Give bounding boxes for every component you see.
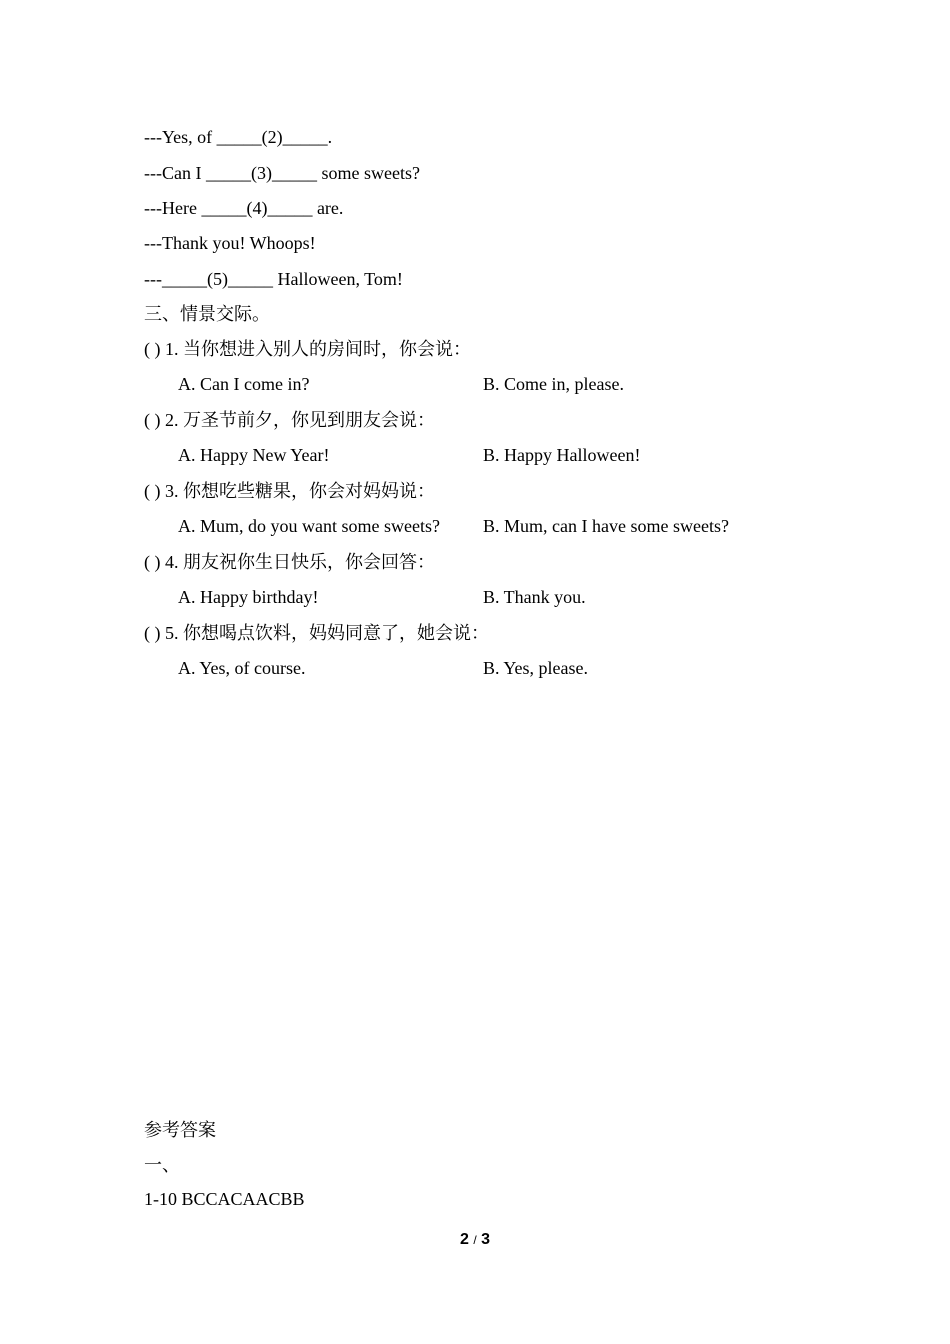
dialogue-line-6: ---_____(5)_____ Halloween, Tom! bbox=[144, 269, 403, 289]
question-3-option-a: A. Mum, do you want some sweets? bbox=[178, 516, 440, 536]
dialogue-line-3: ---Can I _____(3)_____ some sweets? bbox=[144, 163, 420, 183]
question-3-stem: ( ) 3. 你想吃些糖果，你会对妈妈说： bbox=[144, 481, 435, 501]
question-3-option-b: B. Mum, can I have some sweets? bbox=[483, 516, 729, 536]
page-number-separator: / bbox=[473, 1233, 477, 1247]
question-2-option-a: A. Happy New Year! bbox=[178, 445, 330, 465]
question-1-option-b: B. Come in, please. bbox=[483, 374, 624, 394]
question-2-option-b: B. Happy Halloween! bbox=[483, 445, 641, 465]
question-5-option-b: B. Yes, please. bbox=[483, 658, 589, 678]
section-3-heading: 三、情景交际。 bbox=[144, 304, 270, 324]
answer-part-1-line: 1-10 BCCACAACBB bbox=[144, 1189, 305, 1209]
question-1-stem: ( ) 1. 当你想进入别人的房间时，你会说： bbox=[144, 339, 471, 359]
answer-key-heading: 参考答案 bbox=[144, 1120, 216, 1140]
question-4-option-b: B. Thank you. bbox=[483, 587, 586, 607]
dialogue-line-4: ---Here _____(4)_____ are. bbox=[144, 198, 344, 218]
total-page-count: 3 bbox=[481, 1231, 491, 1248]
dialogue-line-2: ---Yes, of _____(2)_____. bbox=[144, 127, 333, 147]
question-1-option-a: A. Can I come in? bbox=[178, 374, 310, 394]
question-4-stem: ( ) 4. 朋友祝你生日快乐，你会回答： bbox=[144, 552, 435, 572]
current-page-number: 2 bbox=[459, 1231, 469, 1248]
question-4-option-a: A. Happy birthday! bbox=[178, 587, 319, 607]
question-5-option-a: A. Yes, of course. bbox=[178, 658, 306, 678]
dialogue-line-5: ---Thank you! Whoops! bbox=[144, 233, 316, 253]
page-number bbox=[0, 1229, 950, 1251]
answer-part-1-label: 一、 bbox=[144, 1155, 180, 1175]
question-5-stem: ( ) 5. 你想喝点饮料，妈妈同意了，她会说： bbox=[144, 623, 489, 643]
question-2-stem: ( ) 2. 万圣节前夕，你见到朋友会说： bbox=[144, 410, 435, 430]
